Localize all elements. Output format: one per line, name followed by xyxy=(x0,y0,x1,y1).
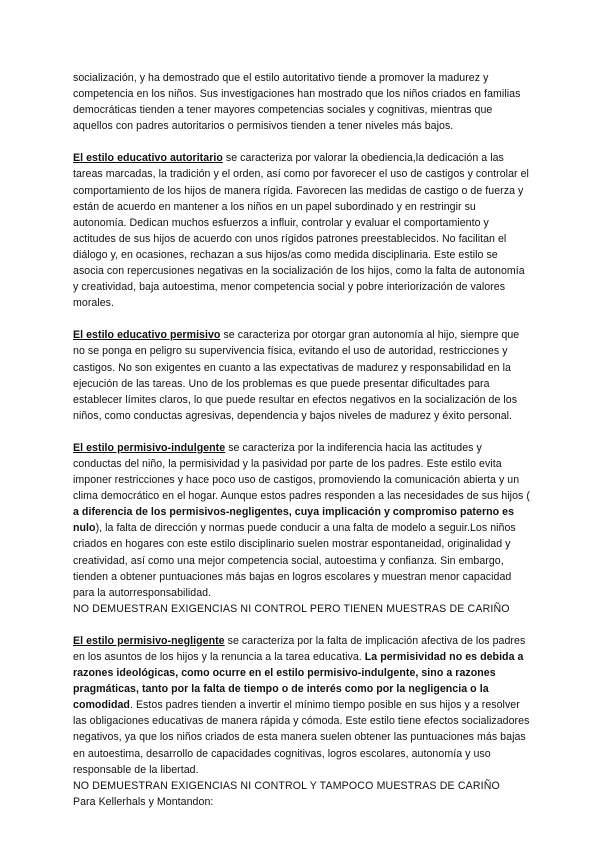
permissive-style-body: se caracteriza por otorgar gran autonomía al hijo, siempre que no se ponga en peligro su supervivencia física, evitando el uso de autoridad, restricciones y castigos. No son exigentes en cuanto a las expectativas de madurez y responsabilidad en la ejecución de las tareas. Uno de los problemas es que puede presentar dificultades para establecer límites claros, lo que puede resultar en efectos negativos en la socialización de los niños, como conductas agresivas, dependencia y bajos niveles de madurez y éxito personal. xyxy=(73,329,520,422)
authoritarian-style-body: se caracteriza por valorar la obediencia,la dedicación a las tareas marcadas, la tradición y el orden, así como por favorecer el uso de castigos y controlar el comportamiento de los hijos de manera rígida. Favorecen las medidas de castigo o de fuerza y están de acuerdo en mantener a los niños en un papel subordinado y en restringir su autonomía. Dedican muchos esfuerzos a influir, controlar y evaluar el comportamiento y actitudes de sus hijos de acuerdo con unos rígidos patrones preestablecidos. No facilitan el diálogo y, en ocasiones, rechazan a sus hijos/as como medida disciplinaria. Este estilo se asocia con repercusiones negativas en la socialización de los hijos, como la falta de autonomía y creatividad, baja autoestima, menor competencia social y pobre interiorización de valores morales. xyxy=(73,152,529,310)
indulgent-style-heading: El estilo permisivo-indulgente xyxy=(73,441,226,454)
indulgent-style-paragraph xyxy=(73,440,531,601)
paragraph-gap xyxy=(73,311,531,327)
indulgent-style-bold-note: a diferencia de los permisivos-negligentes, cuya implicación y compromiso paterno es nulo xyxy=(73,506,515,535)
indulgent-style-summary: NO DEMUESTRAN EXIGENCIAS NI CONTROL PERO TIENEN MUESTRAS DE CARIÑO xyxy=(73,602,510,615)
indulgent-style-body-1: se caracteriza por la indiferencia hacia las actitudes y conductas del niño, la permisividad y la pasividad por parte de los padres. Este estilo evita imponer restricciones y hace poco uso de castigos, promoviendo la comunicación abierta y un clima democrático en el hogar. Aunque estos padres responden a las necesidades de sus hijos ( xyxy=(73,441,530,503)
negligent-style-body-1: se caracteriza por la falta de implicación afectiva de los padres en los asuntos de los hijos y la renuncia a la tarea educativa. xyxy=(73,634,526,663)
authoritarian-style-paragraph xyxy=(73,150,531,311)
paragraph-gap xyxy=(73,617,531,633)
negligent-style-body-2: . Estos padres tienden a invertir el mínimo tiempo posible en sus hijos y a resolver las obligaciones educativas de manera rápida y cómoda. Este estilo tiene efectos socializadores negativos, ya que los niños criados de esta manera suelen obtener las puntuaciones más bajas en autoestima, desarrollo de capacidades cognitivas, logros escolares, autonomía y uso responsable de la libertad. xyxy=(73,699,530,776)
paragraph-gap xyxy=(73,134,531,150)
negligent-style-heading: El estilo permisivo-negligente xyxy=(73,634,225,647)
permissive-style-paragraph xyxy=(73,327,531,424)
intro-paragraph: socialización, y ha demostrado que el estilo autoritativo tiende a promover la madurez y competencia en los niños. Sus investigaciones han mostrado que los niños criados en familias democráticas tienden a tener mayores competencias sociales y cognitivas, mientras que aquellos con padres autoritarios o permisivos tienden a tener niveles más bajos. xyxy=(73,72,521,133)
negligent-style-summary: NO DEMUESTRAN EXIGENCIAS NI CONTROL Y TAMPOCO MUESTRAS DE CARIÑO xyxy=(73,779,500,792)
authoritarian-style-heading: El estilo educativo autoritario xyxy=(73,152,223,165)
paragraph-gap xyxy=(73,424,531,440)
indulgent-style-body-2: ), la falta de dirección y normas puede conducir a una falta de modelo a seguir.Los niños criados en hogares con este estilo disciplinario suelen mostrar espontaneidad, originalidad y creatividad, así como una mejor competencia social, autoestima y confianza. Sin embargo, tienden a obtener puntuaciones más bajas en logros escolares y muestran menor capacidad para la autorresponsabilidad. xyxy=(73,522,516,599)
negligent-style-bold-note: La permisividad no es debida a razones ideológicas, como ocurre en el estilo permisivo-indulgente, sino a razones pragmáticas, tanto por la falta de tiempo o de interés como por la negligencia o la comodidad xyxy=(73,651,524,712)
permissive-style-heading: El estilo educativo permisivo xyxy=(73,329,221,342)
negligent-style-paragraph xyxy=(73,633,531,778)
footer-line: Para Kellerhals y Montandon: xyxy=(73,795,214,808)
document-page xyxy=(73,70,531,810)
